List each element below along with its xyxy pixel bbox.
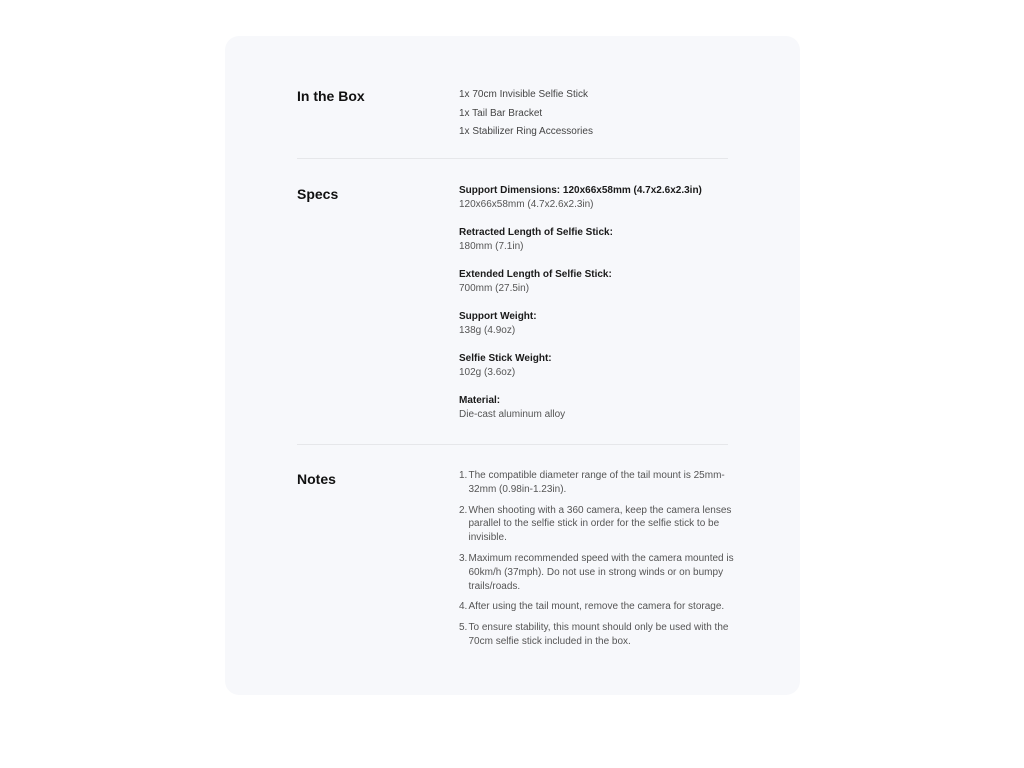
box-item: 1x Stabilizer Ring Accessories xyxy=(459,126,593,137)
notes-list xyxy=(459,469,734,649)
note-text: To ensure stability, this mount should only be used with the 70cm selfie stick included in the box. xyxy=(468,622,729,647)
note-text: After using the tail mount, remove the camera for storage. xyxy=(468,601,725,613)
spec-item xyxy=(459,226,729,254)
spec-value: 138g (4.9oz) xyxy=(459,325,516,336)
spec-label: Support Weight: xyxy=(459,311,537,322)
section-divider xyxy=(297,158,728,159)
note-item xyxy=(459,552,734,593)
spec-label: Retracted Length of Selfie Stick: xyxy=(459,227,613,238)
spec-item xyxy=(459,310,729,338)
product-details-card xyxy=(225,36,800,695)
in-the-box-title: In the Box xyxy=(297,88,365,104)
note-number: 3. xyxy=(459,552,468,564)
in-the-box-list xyxy=(459,86,729,142)
notes-title: Notes xyxy=(297,471,336,487)
spec-value: 700mm (27.5in) xyxy=(459,283,530,294)
specs-list xyxy=(459,184,729,436)
spec-item xyxy=(459,394,729,422)
section-divider xyxy=(297,444,728,445)
spec-value: 120x66x58mm (4.7x2.6x2.3in) xyxy=(459,199,594,210)
spec-label: Selfie Stick Weight: xyxy=(459,353,552,364)
note-number: 2. xyxy=(459,504,468,516)
note-number: 4. xyxy=(459,601,468,613)
spec-label: Material: xyxy=(459,395,501,406)
spec-label: Extended Length of Selfie Stick: xyxy=(459,269,612,280)
note-number: 1. xyxy=(459,470,468,481)
box-item: 1x Tail Bar Bracket xyxy=(459,107,543,119)
spec-item xyxy=(459,352,729,380)
box-item: 1x 70cm Invisible Selfie Stick xyxy=(459,89,588,100)
note-item xyxy=(459,504,734,545)
spec-item xyxy=(459,184,729,212)
spec-value: 102g (3.6oz) xyxy=(459,367,516,378)
spec-value: Die-cast aluminum alloy xyxy=(459,409,566,420)
spec-item xyxy=(459,268,729,296)
note-text: When shooting with a 360 camera, keep the camera lenses parallel to the selfie stick in order for the selfie stick to be invisible. xyxy=(468,504,732,544)
spec-label: Support Dimensions: 120x66x58mm (4.7x2.6x2.3in) xyxy=(459,185,702,196)
specs-title: Specs xyxy=(297,186,339,202)
note-item xyxy=(459,600,734,614)
note-text: The compatible diameter range of the tail mount is 25mm-32mm (0.98in-1.23in). xyxy=(468,470,725,495)
note-number: 5. xyxy=(459,622,468,634)
note-item xyxy=(459,621,734,649)
note-item xyxy=(459,469,734,497)
note-text: Maximum recommended speed with the camera mounted is 60km/h (37mph). Do not use in strong winds or on bumpy trails/roads. xyxy=(468,552,734,592)
notes-list-container xyxy=(459,469,734,656)
spec-value: 180mm (7.1in) xyxy=(459,241,524,252)
